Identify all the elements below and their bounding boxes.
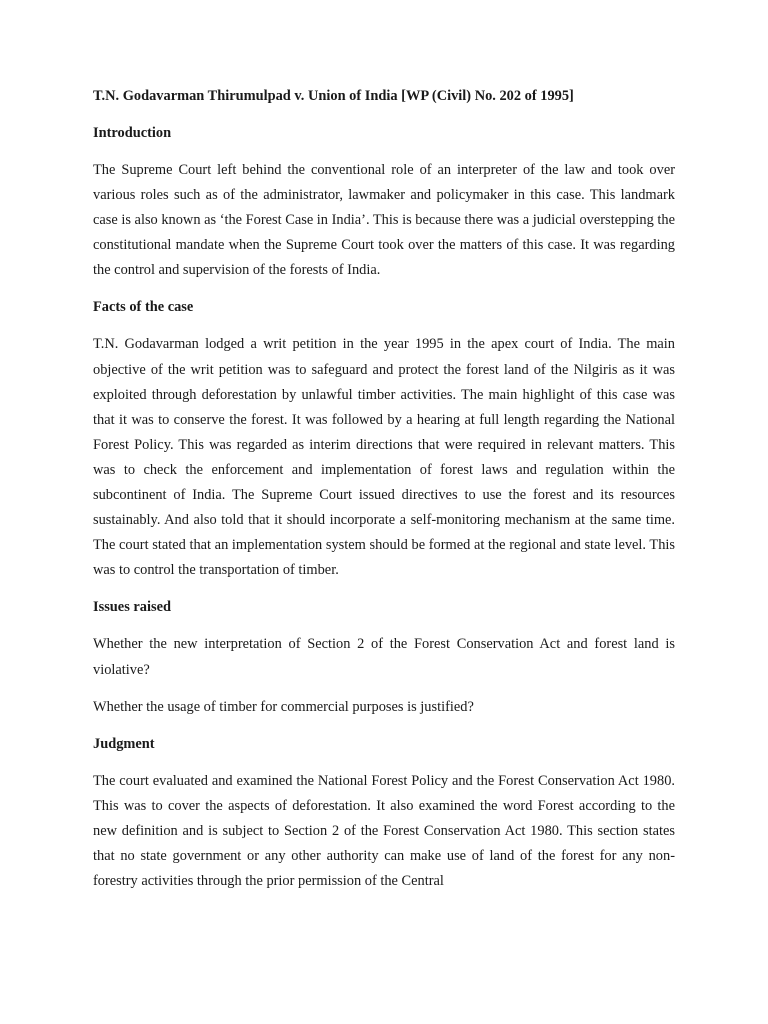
- section-heading-judgment: Judgment: [93, 735, 155, 752]
- issue-paragraph-2: Whether the usage of timber for commercial purposes is justified?: [93, 698, 474, 715]
- document-page: [93, 84, 675, 906]
- section-heading-introduction: Introduction: [93, 125, 172, 141]
- judgment-paragraph: The court evaluated and examined the National Forest Policy and the Forest Conservation Act 1980. This was to cover the aspects of deforestation. It also examined the word Forest according to the new definition and is subject to Section 2 of the Forest Conservation Act 1980. This section states that no state government or any other authority can make use of land of the forest for any non-forestry activities through the prior permission of the Central: [93, 772, 675, 890]
- facts-paragraph: T.N. Godavarman lodged a writ petition in the year 1995 in the apex court of India. The main objective of the writ petition was to safeguard and protect the forest land of the Nilgiris as it was exploited through deforestation by unlawful timber activities. The main highlight of this case was that it was to conserve the forest. It was followed by a hearing at full length regarding the National Forest Policy. This was regarded as interim directions that were required in relevant matters. This was to check the enforcement and implementation of forest laws and regulation within the subcontinent of India. The Supreme Court issued directives to use the forest and its resources sustainably. And also told that it should incorporate a self-monitoring mechanism at the same time. The court stated that an implementation system should be formed at the regional and state level. This was to control the transportation of timber.: [93, 336, 675, 579]
- section-heading-issues: Issues raised: [93, 599, 171, 616]
- section-heading-facts: Facts of the case: [93, 299, 194, 316]
- introduction-paragraph: The Supreme Court left behind the conventional role of an interpreter of the law and took over various roles such as of the administrator, lawmaker and policymaker in this case. This landmark case is also known as ‘the Forest Case in India’. This is because there was a judicial overstepping the constitutional mandate when the Supreme Court took over the matters of this case. It was regarding the control and supervision of the forests of India.: [93, 162, 675, 279]
- document-title: T.N. Godavarman Thirumulpad v. Union of India [WP (Civil) No. 202 of 1995]: [93, 88, 574, 104]
- issue-paragraph-1: Whether the new interpretation of Section 2 of the Forest Conservation Act and forest land is violative?: [93, 636, 675, 678]
